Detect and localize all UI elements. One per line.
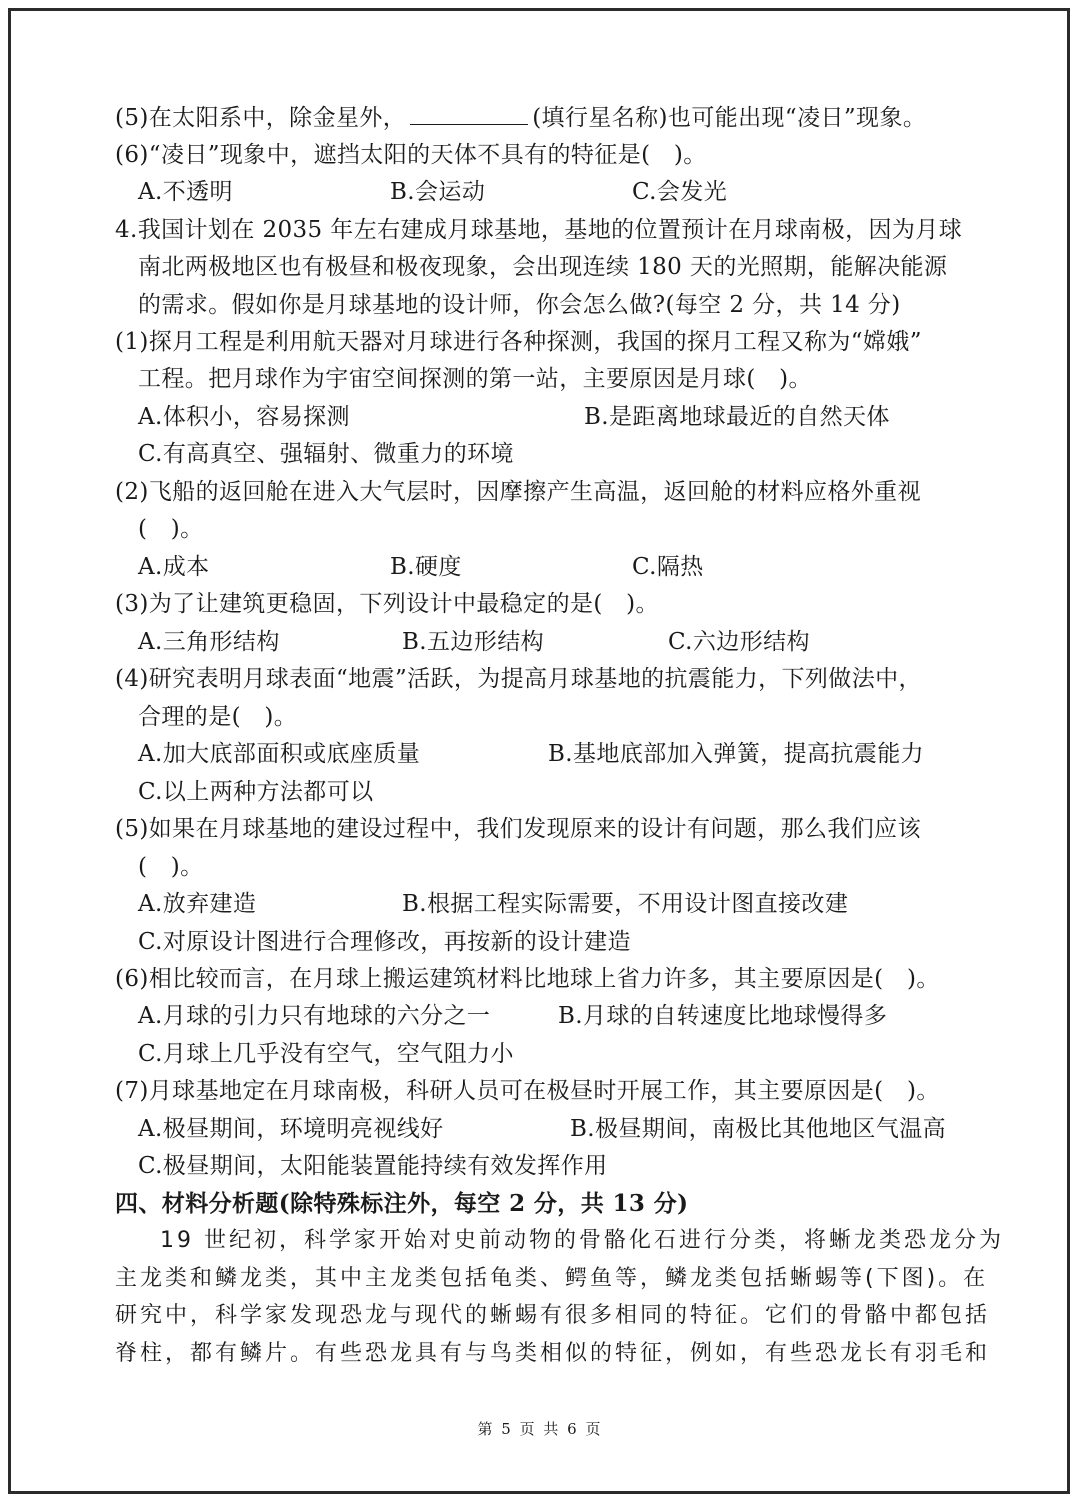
q4-item-1-option-a: A.体积小，容易探测: [138, 404, 350, 430]
q4-item-4-option-c: C.以上两种方法都可以: [138, 779, 374, 805]
q4-item-1-line-2: 工程。把月球作为宇宙空间探测的第一站，主要原因是月球( )。: [138, 366, 812, 392]
q4-intro-line-2: 南北两极地区也有极昼和极夜现象，会出现连续 180 天的光照期，能解决能源: [138, 254, 948, 280]
q4-item-2-option-b: B.硬度: [390, 554, 462, 580]
q3-item-6: (6)“凌日”现象中，遮挡太阳的天体不具有的特征是( )。: [115, 142, 707, 168]
q3-item-6-option-b: B.会运动: [390, 179, 486, 205]
section-4-paragraph-line-4: 脊柱，都有鳞片。有些恐龙具有与鸟类相似的特征，例如，有些恐龙长有羽毛和: [115, 1341, 991, 1366]
q4-item-4-line-1: (4)研究表明月球表面“地震”活跃，为提高月球基地的抗震能力，下列做法中，: [115, 666, 922, 692]
q4-item-3-line-1: (3)为了让建筑更稳固，下列设计中最稳定的是( )。: [115, 591, 659, 617]
q3-item-5-text-after: (填行星名称)也可能出现“凌日”现象。: [532, 105, 927, 131]
q4-item-2-line-2: ( )。: [138, 516, 204, 542]
q4-item-5-option-a: A.放弃建造: [138, 891, 257, 917]
q4-item-5-option-c: C.对原设计图进行合理修改，再按新的设计建造: [138, 929, 631, 955]
q4-item-5-line-2: ( )。: [138, 854, 204, 880]
q4-item-2-line-1: (2)飞船的返回舱在进入大气层时，因摩擦产生高温，返回舱的材料应格外重视: [115, 479, 921, 505]
q3-item-5: [115, 102, 926, 133]
q3-item-6-option-a: A.不透明: [138, 179, 233, 205]
q4-item-5-line-1: (5)如果在月球基地的建设过程中，我们发现原来的设计有问题，那么我们应该: [115, 816, 921, 842]
answer-blank: [410, 102, 528, 125]
q4-item-4-line-2: 合理的是( )。: [138, 704, 298, 730]
q4-intro-line-3: 的需求。假如你是月球基地的设计师，你会怎么做?(每空 2 分，共 14 分): [138, 292, 901, 318]
q4-item-7-option-c: C.极昼期间，太阳能装置能持续有效发挥作用: [138, 1153, 608, 1179]
q4-item-6-option-c: C.月球上几乎没有空气，空气阻力小: [138, 1041, 514, 1067]
q4-item-2-option-a: A.成本: [138, 554, 210, 580]
q4-item-2-option-c: C.隔热: [632, 554, 704, 580]
q4-item-1-option-b: B.是距离地球最近的自然天体: [584, 404, 890, 430]
section-4-title: 四、材料分析题(除特殊标注外，每空 2 分，共 13 分): [115, 1190, 689, 1217]
q4-item-1-line-1: (1)探月工程是利用航天器对月球进行各种探测，我国的探月工程又称为“嫦娥”: [115, 329, 922, 355]
q4-item-3-option-b: B.五边形结构: [402, 629, 545, 655]
section-4-paragraph-line-2: 主龙类和鳞龙类，其中主龙类包括龟类、鳄鱼等，鳞龙类包括蜥蜴等(下图)。在: [115, 1266, 989, 1291]
q4-item-1-option-c: C.有高真空、强辐射、微重力的环境: [138, 441, 514, 467]
section-4-paragraph-line-3: 研究中，科学家发现恐龙与现代的蜥蜴有很多相同的特征。它们的骨骼中都包括: [115, 1303, 991, 1328]
q4-item-4-option-a: A.加大底部面积或底座质量: [138, 741, 421, 767]
q4-item-3-option-a: A.三角形结构: [138, 629, 280, 655]
q4-item-4-option-b: B.基地底部加入弹簧，提高抗震能力: [548, 741, 925, 767]
q4-item-5-option-b: B.根据工程实际需要，不用设计图直接改建: [402, 891, 849, 917]
q4-item-7-option-b: B.极昼期间，南极比其他地区气温高: [570, 1116, 947, 1142]
q4-item-7-option-a: A.极昼期间，环境明亮视线好: [138, 1116, 444, 1142]
q4-item-6-line-1: (6)相比较而言，在月球上搬运建筑材料比地球上省力许多，其主要原因是( )。: [115, 966, 940, 992]
q3-item-6-option-c: C.会发光: [632, 179, 728, 205]
page-number-footer: 第 5 页 共 6 页: [477, 1420, 603, 1438]
q4-intro-line-1: 4.我国计划在 2035 年左右建成月球基地，基地的位置预计在月球南极，因为月球: [115, 217, 963, 243]
q4-item-3-option-c: C.六边形结构: [668, 629, 810, 655]
q4-item-6-option-a: A.月球的引力只有地球的六分之一: [138, 1003, 491, 1029]
q3-item-5-text-before: (5)在太阳系中，除金星外，: [115, 105, 407, 131]
q4-item-7-line-1: (7)月球基地定在月球南极，科研人员可在极昼时开展工作，其主要原因是( )。: [115, 1078, 940, 1104]
q4-item-6-option-b: B.月球的自转速度比地球慢得多: [558, 1003, 888, 1029]
section-4-paragraph-line-1: 19 世纪初，科学家开始对史前动物的骨骼化石进行分类，将蜥龙类恐龙分为: [160, 1228, 1004, 1253]
